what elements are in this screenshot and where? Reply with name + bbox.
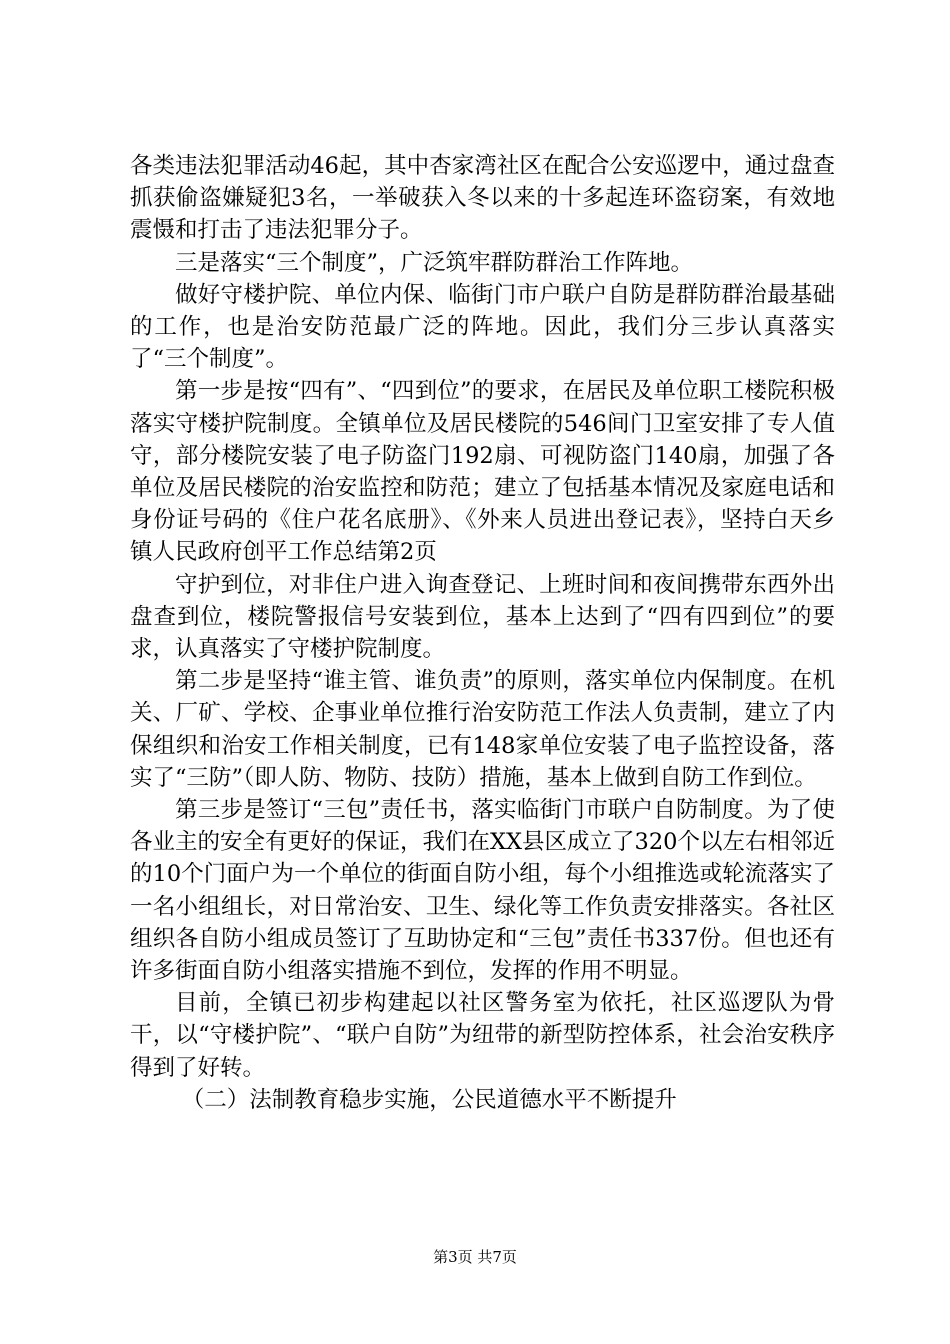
paragraph: 第三步是签订“三包”责任书，落实临街门市联户自防制度。为了使各业主的安全有更好的保证，我们在XX县区成立了320个以左右相邻近的10个门面户为一个单位的街面自防小组，每个小组推选或轮流落实了一名小组组长，对日常治安、卫生、绿化等工作负责安排落实。各社区组织各自防小组成员签订了互助协定和“三包”责任书337份。但也还有许多街面自防小组落实措施不到位，发挥的作用不明显。: [130, 797, 835, 985]
paragraph: 做好守楼护院、单位内保、临街门市户联户自防是群防群治最基础的工作，也是治安防范最广泛的阵地。因此，我们分三步认真落实了“三个制度”。: [130, 281, 835, 373]
page-number-footer: 第3页 共7页: [433, 1248, 517, 1266]
paragraph: 第一步是按“四有”、“四到位”的要求，在居民及单位职工楼院积极落实守楼护院制度。全镇单位及居民楼院的546间门卫室安排了专人值守，部分楼院安装了电子防盗门192扇、可视防盗门140扇，加强了各单位及居民楼院的治安监控和防范；建立了包括基本情况及家庭电话和身份证号码的《住户花名底册》、《外来人员进出登记表》，坚持白天乡镇人民政府创平工作总结第2页: [130, 378, 835, 566]
subsection-heading: （二）法制教育稳步实施，公民道德水平不断提升: [181, 1086, 677, 1113]
paragraph-section-heading: 三是落实“三个制度”，广泛筑牢群防群治工作阵地。: [175, 249, 694, 276]
paragraph-continuation: 各类违法犯罪活动46起，其中杏家湾社区在配合公安巡逻中，通过盘查抓获偷盗嫌疑犯3名，一举破获入冬以来的十多起连环盗窃案，有效地震慑和打击了违法犯罪分子。: [130, 153, 835, 244]
paragraph: 守护到位，对非住户进入询查登记、上班时间和夜间携带东西外出盘查到位，楼院警报信号安装到位，基本上达到了“四有四到位”的要求，认真落实了守楼护院制度。: [130, 571, 835, 663]
paragraph: 目前，全镇已初步构建起以社区警务室为依托，社区巡逻队为骨干，以“守楼护院”、“联户自防”为纽带的新型防控体系，社会治安秩序得到了好转。: [130, 990, 835, 1081]
document-body: [130, 150, 835, 1116]
paragraph: 第二步是坚持“谁主管、谁负责”的原则，落实单位内保制度。在机关、厂矿、学校、企事业单位推行治安防范工作法人负责制，建立了内保组织和治安工作相关制度，已有148家单位安装了电子监控设备，落实了“三防”（即人防、物防、技防）措施，基本上做到自防工作到位。: [130, 668, 835, 791]
